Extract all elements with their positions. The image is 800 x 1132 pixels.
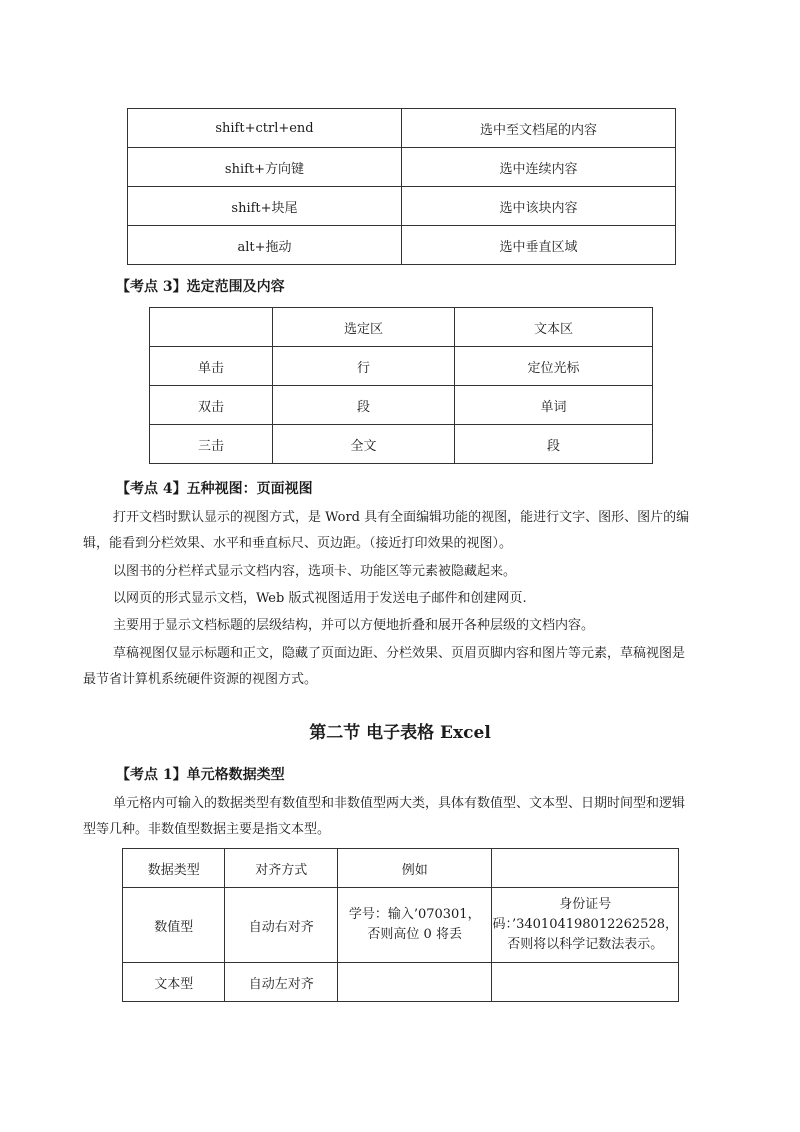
excel-kaodian1-heading: 【考点 1】单元格数据类型 [116,767,285,783]
table-cell: 选中该块内容 [402,187,676,226]
table-cell: 数值型 [123,888,225,963]
table-row [128,109,676,148]
table-cell: 段 [273,386,455,425]
table-cell: 定位光标 [455,347,653,386]
paragraph-line: 以网页的形式显示文档，Web 版式视图适用于发送电子邮件和创建网页. [113,591,527,606]
table-header-cell: 数据类型 [123,849,225,888]
paragraph-line: 单元格内可输入的数据类型有数值型和非数值型两大类，具体有数值型、文本型、日期时间型和逻辑 [113,796,686,811]
table-cell: 自动右对齐 [225,888,337,963]
selection-table [149,307,653,464]
table-row [150,347,653,386]
table-header-row [123,849,679,888]
example-line: 身份证号 [559,897,612,912]
table-cell [492,888,679,963]
example-line: 否则将以科学记数法表示。 [507,937,664,952]
table-row [128,226,676,265]
table-cell: 单词 [455,386,653,425]
data-type-table [122,848,679,1002]
table-header-cell: 文本区 [455,308,653,347]
table-row [128,187,676,226]
table-cell: 单击 [150,347,273,386]
paragraph-line: 辑，能看到分栏效果、水平和垂直标尺、页边距。（接近打印效果的视图）。 [83,536,513,551]
paragraph-line: 草稿视图仅显示标题和正文，隐藏了页面边距、分栏效果、页眉页脚内容和图片等元素，草稿视图是 [113,646,686,661]
table-row [128,148,676,187]
table-header-cell: 例如 [337,849,492,888]
example-line: 学号：输入’070301， [348,907,481,922]
section-title: 第二节 电子表格 Excel [309,723,491,743]
table-cell: shift+块尾 [128,187,402,226]
table-cell: 段 [455,425,653,464]
table-cell: shift+ctrl+end [128,109,402,148]
table-cell: 选中连续内容 [402,148,676,187]
example-line: 否则高位 0 将丢 [367,927,462,942]
paragraph-line: 主要用于显示文档标题的层级结构，并可以方便地折叠和展开各种层级的文档内容。 [113,618,595,633]
table-cell: 全文 [273,425,455,464]
table-cell: 选中至文档尾的内容 [402,109,676,148]
example-line: 码：’340104198012262528， [492,917,678,932]
table-cell: 三击 [150,425,273,464]
table-row [123,963,679,1002]
table-cell: 文本型 [123,963,225,1002]
table-cell: 选中垂直区域 [402,226,676,265]
table-header-row [150,308,653,347]
table-cell: shift+方向键 [128,148,402,187]
table-header-cell: 选定区 [273,308,455,347]
table-row [123,888,679,963]
kaodian3-heading: 【考点 3】选定范围及内容 [116,279,285,295]
table-header-cell: 对齐方式 [225,849,337,888]
paragraph-line: 型等几种。非数值型数据主要是指文本型。 [83,822,331,837]
kaodian4-heading: 【考点 4】五种视图：页面视图 [116,481,313,497]
shortcut-table [127,108,676,265]
table-row [150,425,653,464]
table-cell [337,963,492,1002]
table-cell: 行 [273,347,455,386]
paragraph-line: 最节省计算机系统硬件资源的视图方式。 [83,672,318,687]
table-cell: 双击 [150,386,273,425]
table-row [150,386,653,425]
table-header-cell [150,308,273,347]
paragraph-line: 以图书的分栏样式显示文档内容，选项卡、功能区等元素被隐藏起来。 [113,564,517,579]
table-cell: 自动左对齐 [225,963,337,1002]
paragraph-line: 打开文档时默认显示的视图方式，是 Word 具有全面编辑功能的视图，能进行文字、图形、图片的编 [113,510,690,525]
table-header-cell [492,849,679,888]
table-cell [337,888,492,963]
table-cell: alt+拖动 [128,226,402,265]
table-cell [492,963,679,1002]
